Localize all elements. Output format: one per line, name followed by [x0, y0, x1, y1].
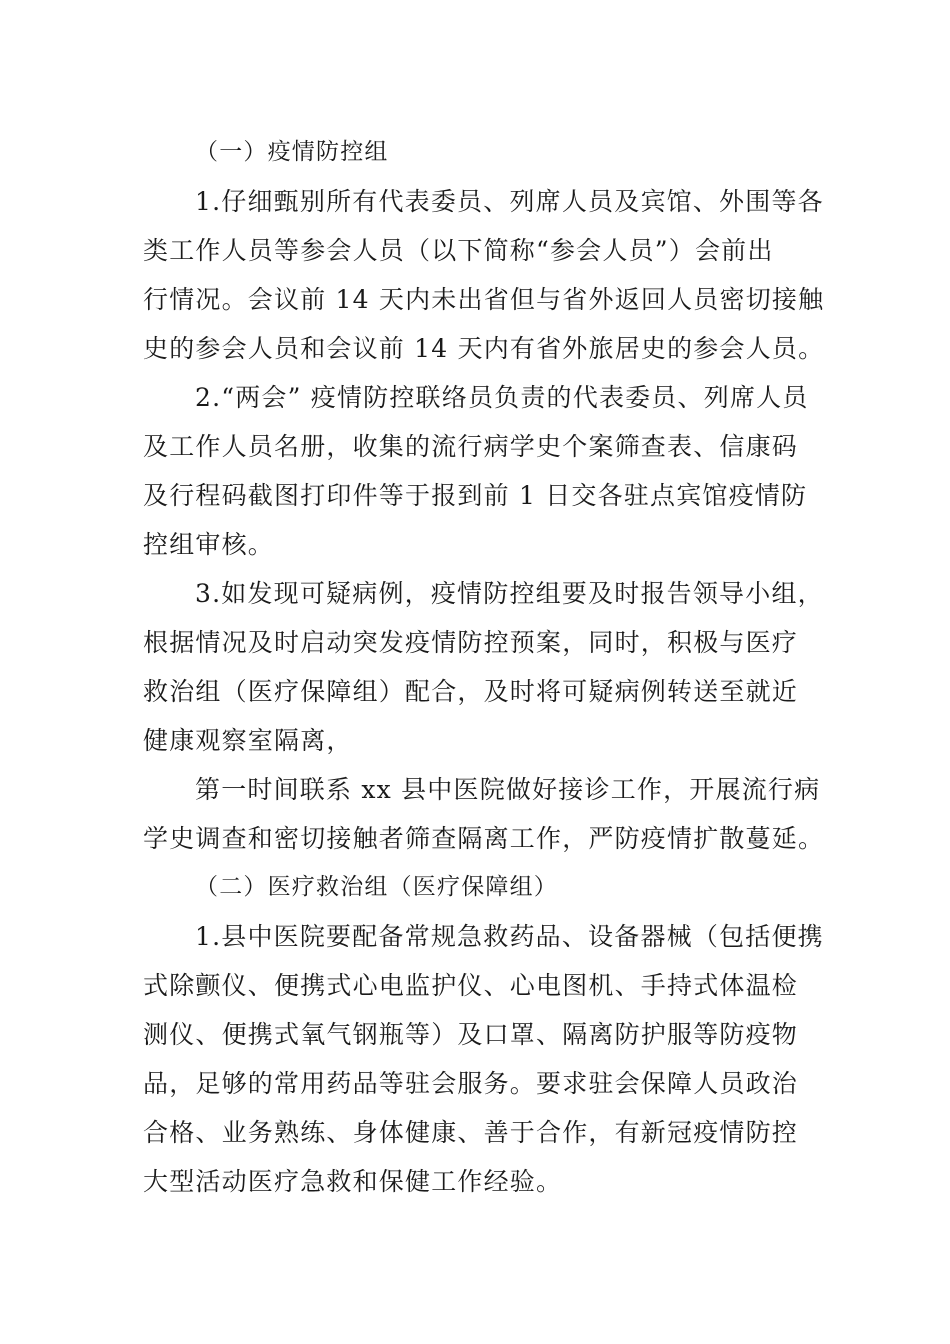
paragraph-line: 救治组（医疗保障组）配合，及时将可疑病例转送至就近	[143, 677, 799, 706]
paragraph-line: 第一时间联系 xx 县中医院做好接诊工作，开展流行病	[195, 775, 821, 804]
paragraph-line: 测仪、便携式氧气钢瓶等）及口罩、隔离防护服等防疫物	[143, 1020, 799, 1049]
paragraph-line: 大型活动医疗急救和保健工作经验。	[143, 1167, 563, 1196]
document-body	[143, 128, 825, 1206]
paragraph-item-1	[143, 177, 825, 373]
paragraph-line: 1.县中医院要配备常规急救药品、设备器械（包括便携	[195, 922, 824, 951]
paragraph-item-4	[143, 765, 825, 863]
paragraph-line: 合格、业务熟练、身体健康、善于合作，有新冠疫情防控	[143, 1118, 799, 1147]
section-heading-medical-treatment: （二）医疗救治组（医疗保障组）	[195, 874, 558, 900]
paragraph-item-5	[143, 912, 824, 1206]
paragraph-line: 行情况。会议前 14 天内未出省但与省外返回人员密切接触	[143, 285, 825, 314]
paragraph-line: 控组审核。	[143, 530, 275, 559]
paragraph-line: 及工作人员名册，收集的流行病学史个案筛查表、信康码	[143, 432, 799, 461]
paragraph-line: 1.仔细甄别所有代表委员、列席人员及宾馆、外围等各	[195, 187, 824, 216]
paragraph-line: 2.“两会” 疫情防控联络员负责的代表委员、列席人员	[195, 383, 809, 412]
section-heading-epidemic-control: （一）疫情防控组	[195, 139, 389, 165]
paragraph-item-3	[143, 569, 824, 765]
paragraph-line: 学史调查和密切接触者筛查隔离工作，严防疫情扩散蔓延。	[143, 824, 825, 853]
paragraph-line: 式除颤仪、便携式心电监护仪、心电图机、手持式体温检	[143, 971, 799, 1000]
paragraph-line: 类工作人员等参会人员（以下简称“参会人员”）会前出	[143, 236, 774, 265]
paragraph-line: 品，足够的常用药品等驻会服务。要求驻会保障人员政治	[143, 1069, 799, 1098]
paragraph-line: 史的参会人员和会议前 14 天内有省外旅居史的参会人员。	[143, 334, 825, 363]
paragraph-item-2	[143, 373, 808, 569]
paragraph-line: 及行程码截图打印件等于报到前 1 日交各驻点宾馆疫情防	[143, 481, 808, 510]
paragraph-line: 3.如发现可疑病例，疫情防控组要及时报告领导小组，	[195, 579, 824, 608]
paragraph-line: 健康观察室隔离，	[143, 726, 353, 755]
paragraph-line: 根据情况及时启动突发疫情防控预案，同时，积极与医疗	[143, 628, 799, 657]
